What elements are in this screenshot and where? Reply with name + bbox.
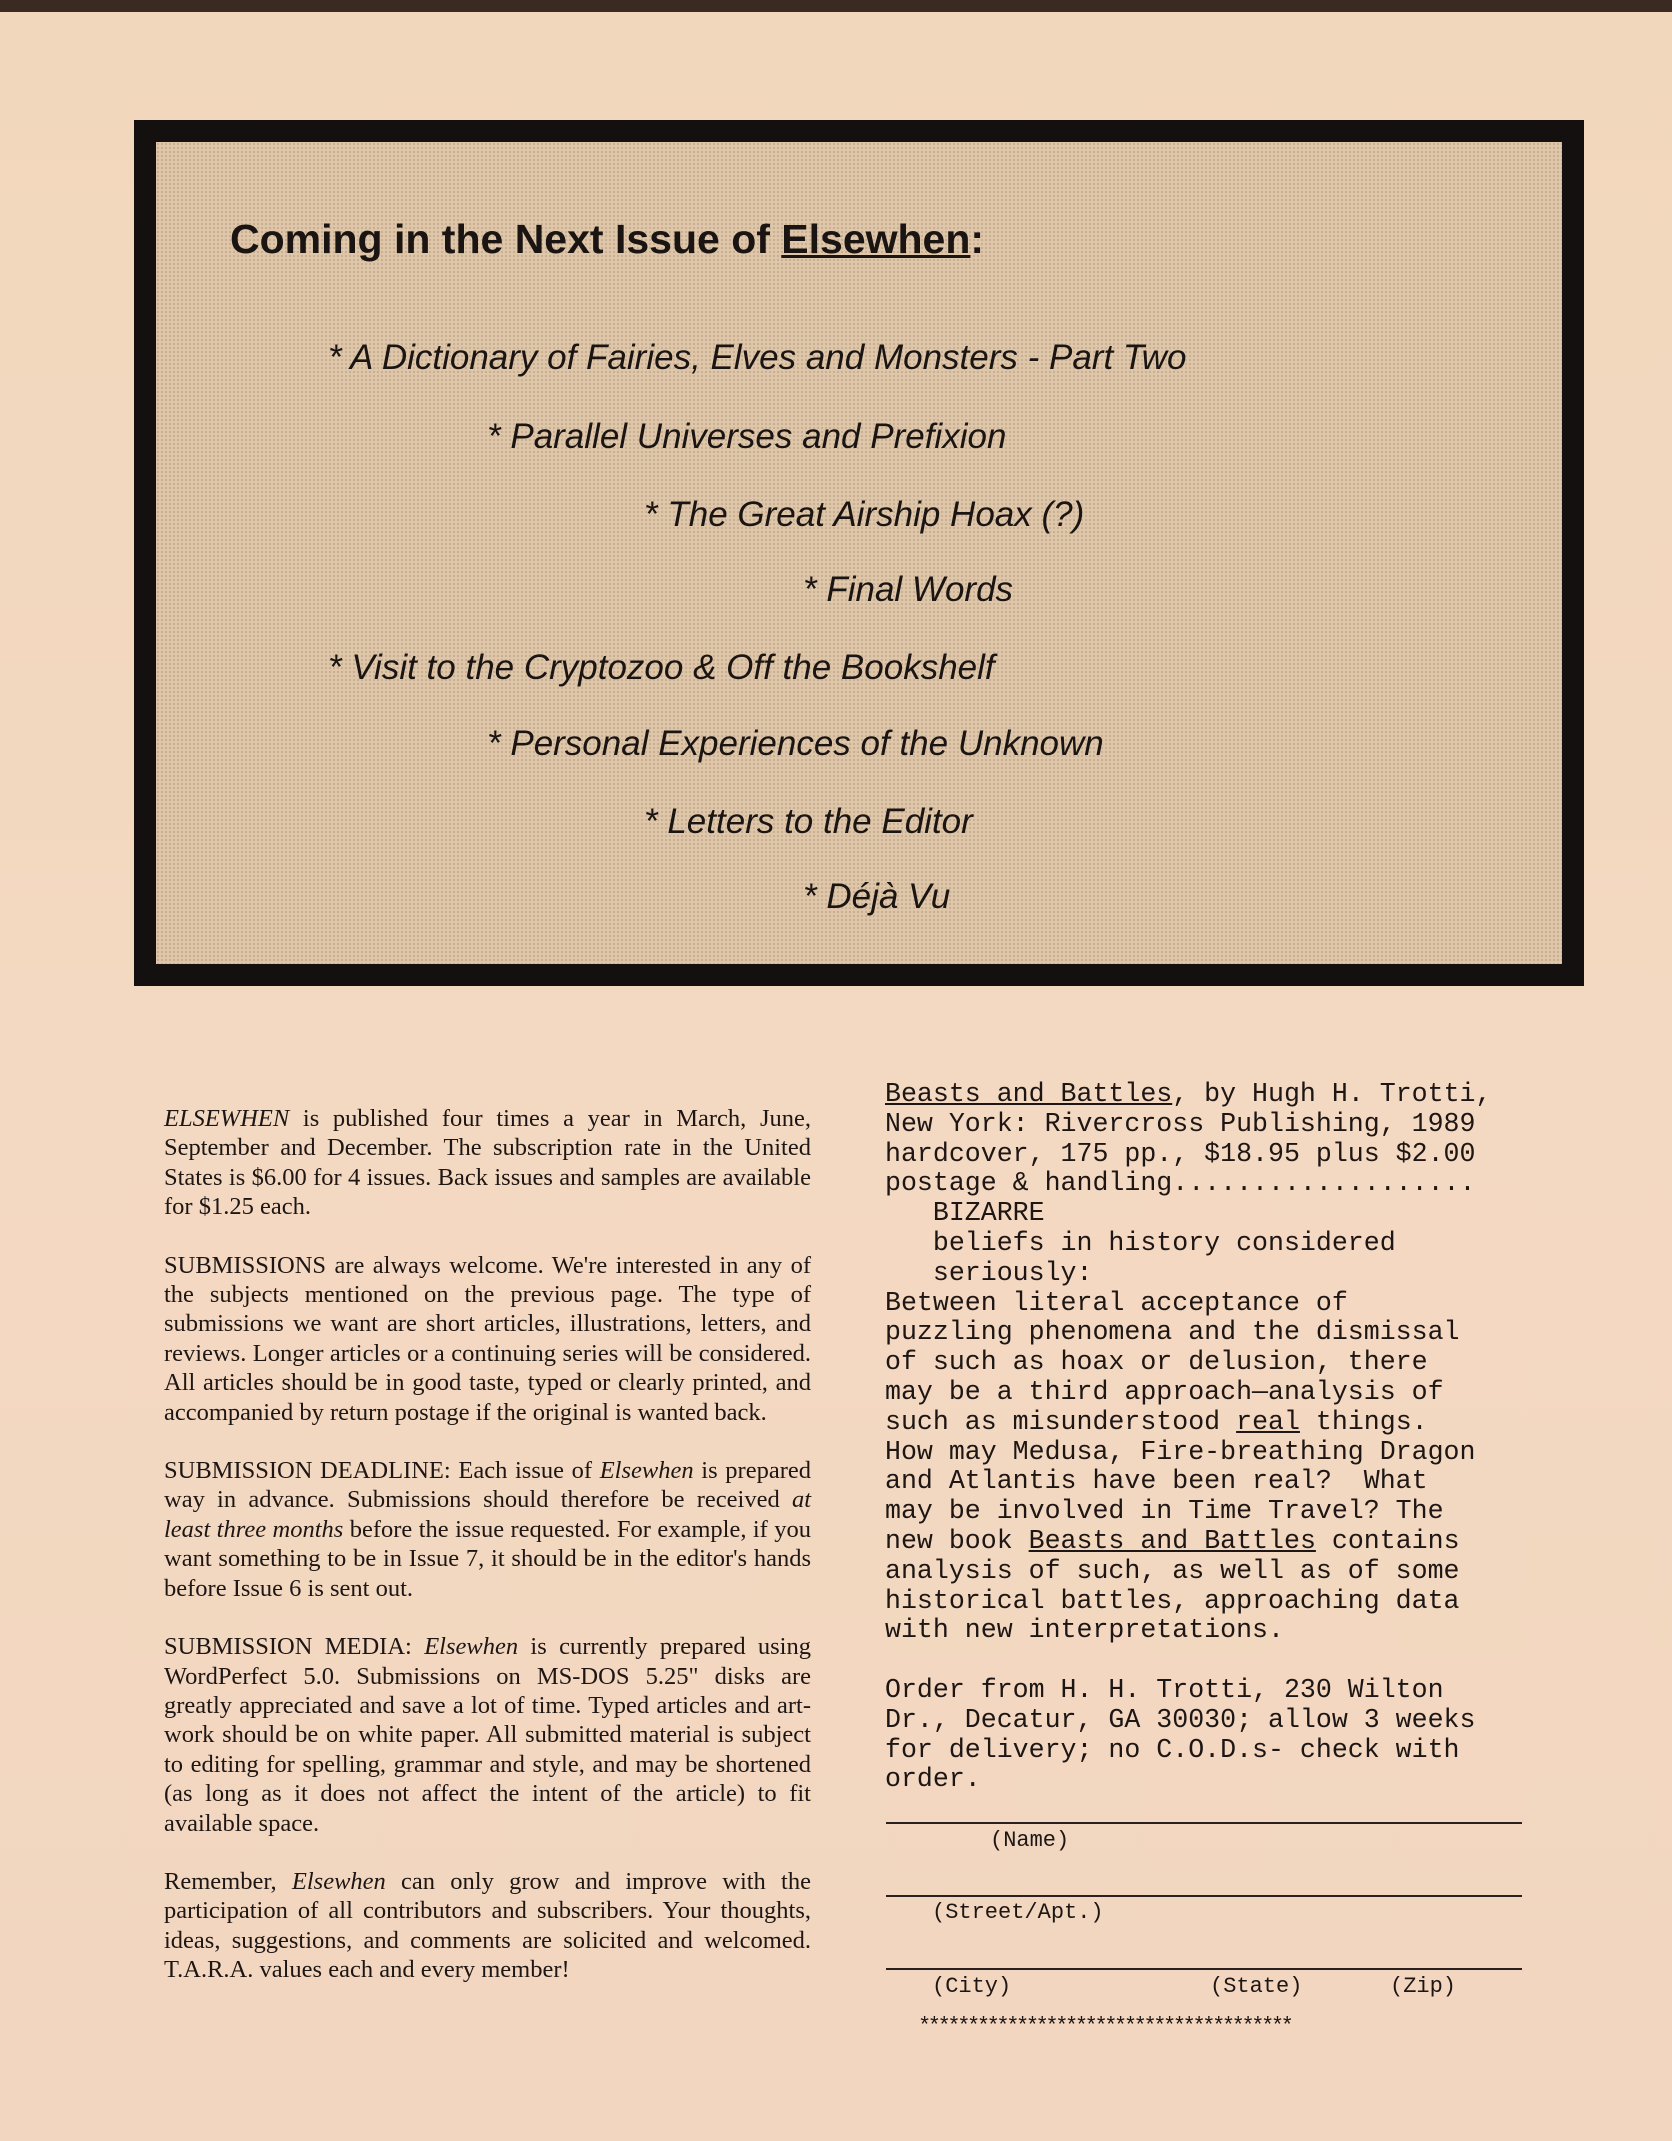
city-state-zip-line[interactable] [886,1968,1522,1970]
text: is currently prepared using WordPerfect 5.0. Submissions on MS-DOS 5.25" disks are greatly appreciated and save a lot of time. Typed articles and art-work should be on white paper. All submitted material is subject to editing for spelling, grammar and style, and may be shortened (as long as it does not affect the intent of the article) to fit available space. [164,1633,811,1837]
text: Dr., Decatur, GA 30030; allow 3 weeks [885,1704,1476,1735]
text-line [885,1467,1585,1497]
italic-text: at least three months [164,1486,811,1543]
italic-text: Elsewhen [424,1633,519,1661]
scan-edge [0,0,1672,12]
text: may be a third approach—analysis of [885,1376,1444,1407]
italic-text: ELSEWHEN [164,1105,290,1132]
paragraph [164,1867,811,1985]
text-line [885,1348,1585,1378]
text: and Atlantis have been real? What [885,1466,1428,1497]
text-line [885,1318,1585,1348]
next-issue-item: * Letters to the Editor [644,802,973,841]
text: Order from H. H. Trotti, 230 Wilton [885,1674,1444,1705]
zip-label: (Zip) [1390,1974,1457,1999]
next-issue-item: * The Great Airship Hoax (?) [644,495,1085,534]
title-suffix: : [970,216,985,262]
next-issue-title [230,216,984,263]
text-line [885,1557,1585,1587]
text-line [885,1169,1585,1199]
text: postage & handling................... [885,1168,1476,1199]
text-line [885,1587,1585,1617]
text-line [885,1527,1585,1557]
text: can only grow and improve with the participation of all contributors and subscribers. Your thoughts, ideas, suggestions, and comments are solicited and welcomed. T.A.R.A. values each and every member! [164,1867,811,1984]
next-issue-item: * Final Words [803,570,1014,609]
italic-text: Elsewhen [291,1867,386,1895]
title-magazine-name: Elsewhen [781,216,971,262]
underlined-title: real [1236,1406,1300,1437]
text: seriously: [885,1257,1093,1288]
text: of such as hoax or delusion, there [885,1347,1428,1378]
underlined-title: Beasts and Battles [885,1079,1173,1109]
text: New York: Rivercross Publishing, 1989 [885,1108,1476,1139]
text: puzzling phenomena and the dismissal [885,1317,1460,1348]
text-line [885,1080,1585,1110]
paragraph [164,1251,811,1427]
book-review-column [885,1080,1585,1795]
text-line [885,1408,1585,1438]
street-label: (Street/Apt.) [932,1900,1104,1925]
text: things. [1299,1406,1428,1437]
paragraph [164,1104,811,1222]
next-issue-item: * Visit to the Cryptozoo & Off the Bookshelf [328,648,995,687]
text: may be involved in Time Travel? The [885,1496,1444,1527]
name-line[interactable] [886,1822,1522,1824]
text: with new interpretations. [885,1615,1284,1646]
text: order. [885,1764,981,1795]
next-issue-item: * Déjà Vu [803,877,951,916]
text: How may Medusa, Fire-breathing Dragon [885,1436,1476,1467]
text: SUBMISSION DEADLINE: Each issue of [164,1457,600,1485]
text-line [885,1140,1585,1170]
text-line [885,1706,1585,1736]
text-line [885,1646,1585,1676]
text-line [885,1289,1585,1319]
state-label: (State) [1210,1974,1303,1999]
text: SUBMISSION MEDIA: [164,1633,425,1661]
text: historical battles, approaching data [885,1585,1460,1616]
text: is prepared way in advance. Submissions should therefore be received [164,1457,811,1514]
text: analysis of such, as well as of some [885,1555,1460,1586]
text: such as misunderstood [885,1406,1237,1437]
city-label: (City) [932,1974,1012,1999]
text-line [885,1110,1585,1140]
text: , by Hugh H. Trotti, [1172,1079,1492,1109]
underlined-title: Beasts and Battles [1028,1525,1316,1556]
text: for delivery; no C.O.D.s- check with [885,1734,1460,1765]
paragraph [164,1632,811,1838]
text: hardcover, 175 pp., $18.95 plus $2.00 [885,1138,1476,1169]
text: contains [1315,1525,1460,1556]
street-line[interactable] [886,1895,1522,1897]
text-line [885,1438,1585,1468]
paragraph [164,1456,811,1603]
text-line [885,1676,1585,1706]
text-line [885,1229,1585,1259]
next-issue-item: * A Dictionary of Fairies, Elves and Monsters - Part Two [328,338,1187,377]
text-line [885,1378,1585,1408]
text: SUBMISSIONS are always welcome. We're interested in any of the subjects mentioned on the previous page. The type of submissions we want are short articles, illustrations, letters, and reviews. Longer articles or a continuing series will be considered. All articles should be in good taste, typed or clearly printed, and accompanied by return postage if the original is wanted back. [164,1251,811,1426]
name-label: (Name) [990,1828,1070,1853]
italic-text: Elsewhen [599,1457,694,1485]
text: is published four times a year in March, June, September and December. The subscription rate in the United States is $6.00 for 4 issues. Back issues and samples are available for $1.25 each. [164,1105,811,1221]
publication-info-column [164,1104,811,2014]
text-line [885,1616,1585,1646]
text-line [885,1497,1585,1527]
text: Between literal acceptance of [885,1287,1348,1318]
text: BIZARRE [885,1198,1045,1229]
title-prefix: Coming in the Next Issue of [230,216,782,262]
next-issue-item: * Personal Experiences of the Unknown [487,724,1104,763]
text-line [885,1736,1585,1766]
next-issue-item: * Parallel Universes and Prefixion [487,417,1007,456]
text: Remember, [164,1867,292,1895]
text: beliefs in history considered [885,1227,1396,1258]
text-line [885,1765,1585,1795]
text: before the issue requested. For example, if you want something to be in Issue 7, it should be in the editor's hands before Issue 6 is sent out. [164,1515,811,1602]
star-divider: ************************************** [918,2014,1291,2039]
text: new book [885,1525,1029,1556]
text-line [885,1259,1585,1289]
text-line [885,1199,1585,1229]
